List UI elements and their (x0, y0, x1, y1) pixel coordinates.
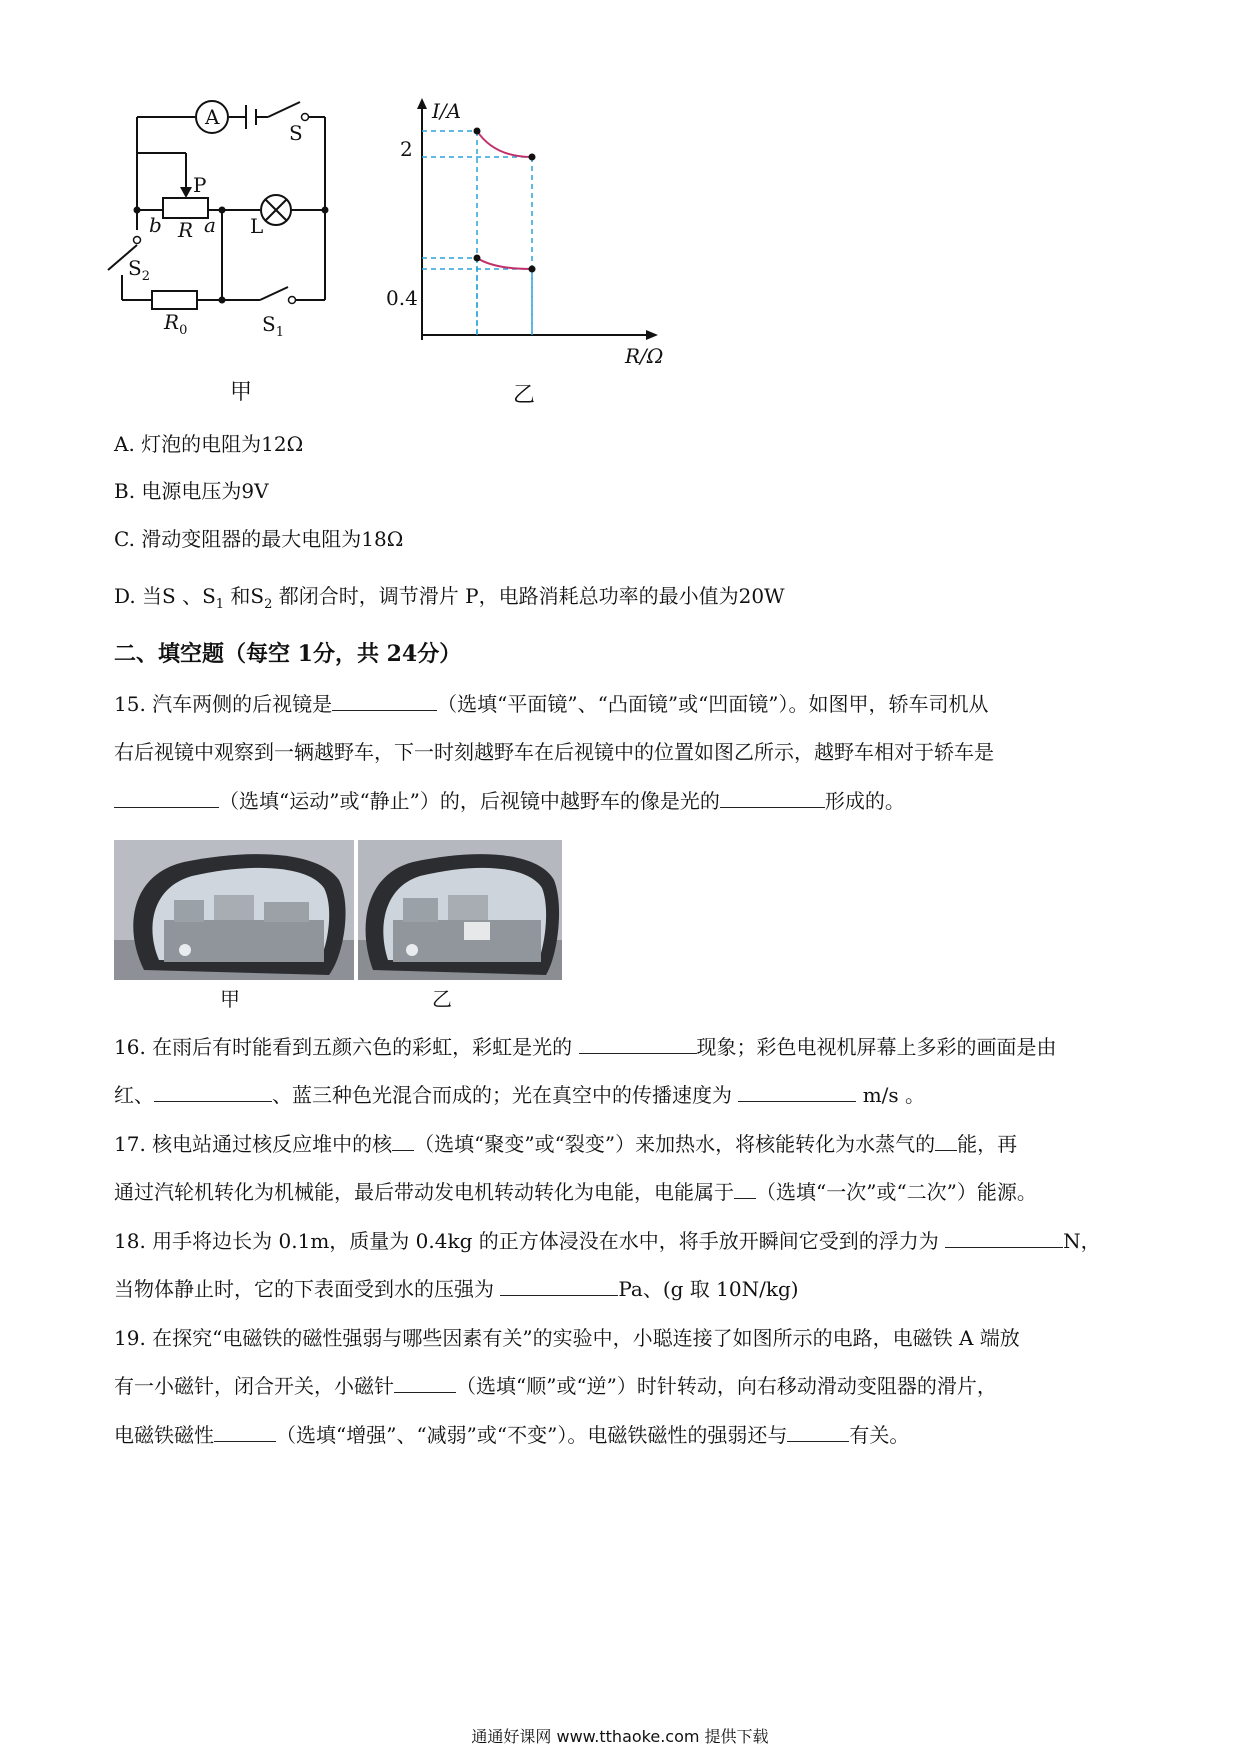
resistor-r0-label: $R_0$ (164, 310, 188, 338)
y-tick-0.4: 0.4 (386, 286, 418, 310)
section-title: 二、填空题（每空 1分，共 24分） (114, 641, 462, 667)
data-point-0-a (474, 128, 481, 135)
q19-line1: 19. 在探究“电磁铁的磁性强弱与哪些因素有关”的实验中，小聪连接了如图所示的电路，电磁铁 A 端放 (114, 1326, 1020, 1350)
rheostat-r-label: R (178, 218, 194, 242)
end-a-label: a (204, 213, 216, 237)
circuit-diagram (100, 95, 390, 405)
q15-line3: （选填“运动”或“静止”）的，后视镜中越野车的像是光的 形成的。 (114, 787, 905, 815)
q18-line1: 18. 用手将边长为 0.1m，质量为 0.4kg 的正方体浸没在水中，将手放开瞬间它受到的浮力为 N， (114, 1229, 1101, 1253)
q15-blank-2[interactable] (114, 787, 219, 808)
q16-line1: 16. 在雨后有时能看到五颜六色的彩虹，彩虹是光的 现象；彩色电视机屏幕上多彩的画面是由 (114, 1035, 1057, 1059)
mirror-photo-jia (114, 840, 354, 980)
mirror-photo-yi (358, 840, 562, 980)
y-axis-label: I/A (432, 99, 462, 123)
option-a: A. 灯泡的电阻为12Ω (114, 432, 304, 456)
y-tick-2: 2 (400, 137, 413, 161)
q17-blank-1[interactable] (392, 1130, 414, 1151)
slider-p-label: P (193, 173, 207, 197)
q17-blank-3[interactable] (734, 1178, 756, 1199)
q19-blank-2[interactable] (214, 1421, 276, 1442)
data-point-0-b (529, 154, 536, 161)
figure-yi-caption: 乙 (513, 383, 536, 408)
q19-line3: 电磁铁磁性 （选填“增强”、“减弱”或“不变”）。电磁铁磁性的强弱还与 有关。 (114, 1423, 910, 1447)
q17-blank-2[interactable] (935, 1130, 957, 1151)
photo-caption-jia: 甲 (220, 987, 240, 1011)
q16-blank-1[interactable] (579, 1033, 697, 1054)
end-b-label: b (149, 213, 162, 237)
lamp-l-label: L (250, 214, 264, 238)
figure-jia-caption: 甲 (230, 380, 253, 405)
q18-blank-2[interactable] (500, 1275, 618, 1296)
q19-line2: 有一小磁针，闭合开关，小磁针 （选填“顺”或“逆”）时针转动，向右移动滑动变阻器的滑片， (114, 1374, 997, 1398)
q15-blank-3[interactable] (720, 787, 825, 808)
q15-line2: 右后视镜中观察到一辆越野车，下一时刻越野车在后视镜中的位置如图乙所示，越野车相对于轿车是 (114, 740, 994, 764)
q17-line2: 通过汽轮机转化为机械能，最后带动发电机转动转化为电能，电能属于 （选填“一次”或“二次”）能源。 (114, 1180, 1037, 1204)
switch-s-label: S (289, 121, 303, 145)
q19-blank-1[interactable] (394, 1372, 456, 1393)
option-d: D. 当S 、$S_1$ 和$S_2$ 都闭合时，调节滑片 P，电路消耗总功率的最小值为20W (114, 584, 785, 612)
photo-caption-yi: 乙 (432, 987, 452, 1011)
option-b: B. 电源电压为9V (114, 479, 269, 503)
q15-blank-1[interactable] (332, 690, 437, 711)
data-point-1-b (529, 266, 536, 273)
q16-blank-3[interactable] (738, 1081, 856, 1102)
footer-credit: 通通好课网 www.tthaoke.com 提供下载 (471, 1727, 769, 1746)
switch-s1-label: $S_1$ (262, 312, 284, 340)
q18-blank-1[interactable] (945, 1227, 1063, 1248)
ammeter-label: A (205, 105, 220, 129)
q16-blank-2[interactable] (154, 1081, 272, 1102)
x-axis-label: R/Ω (625, 344, 664, 368)
series-curve-0 (477, 131, 532, 157)
q16-line2: 红、 、蓝三种色光混合而成的；光在真空中的传播速度为 m/s 。 (114, 1083, 926, 1107)
current-resistance-chart (380, 95, 680, 375)
q18-line2: 当物体静止时，它的下表面受到水的压强为 Pa、(g 取 10N/kg) (114, 1277, 799, 1301)
switch-s2-label: $S_2$ (128, 256, 150, 284)
series-curve-1 (477, 258, 532, 269)
q19-blank-3[interactable] (787, 1421, 849, 1442)
q15-line1: 15. 汽车两侧的后视镜是 （选填“平面镜”、“凸面镜”或“凹面镜”）。如图甲，轿车司机从 (114, 692, 989, 716)
data-point-1-a (474, 255, 481, 262)
q17-line1: 17. 核电站通过核反应堆中的核 （选填“聚变”或“裂变”）来加热水，将核能转化为水蒸气的 能，再 (114, 1132, 1018, 1156)
option-c: C. 滑动变阻器的最大电阻为18Ω (114, 527, 404, 551)
